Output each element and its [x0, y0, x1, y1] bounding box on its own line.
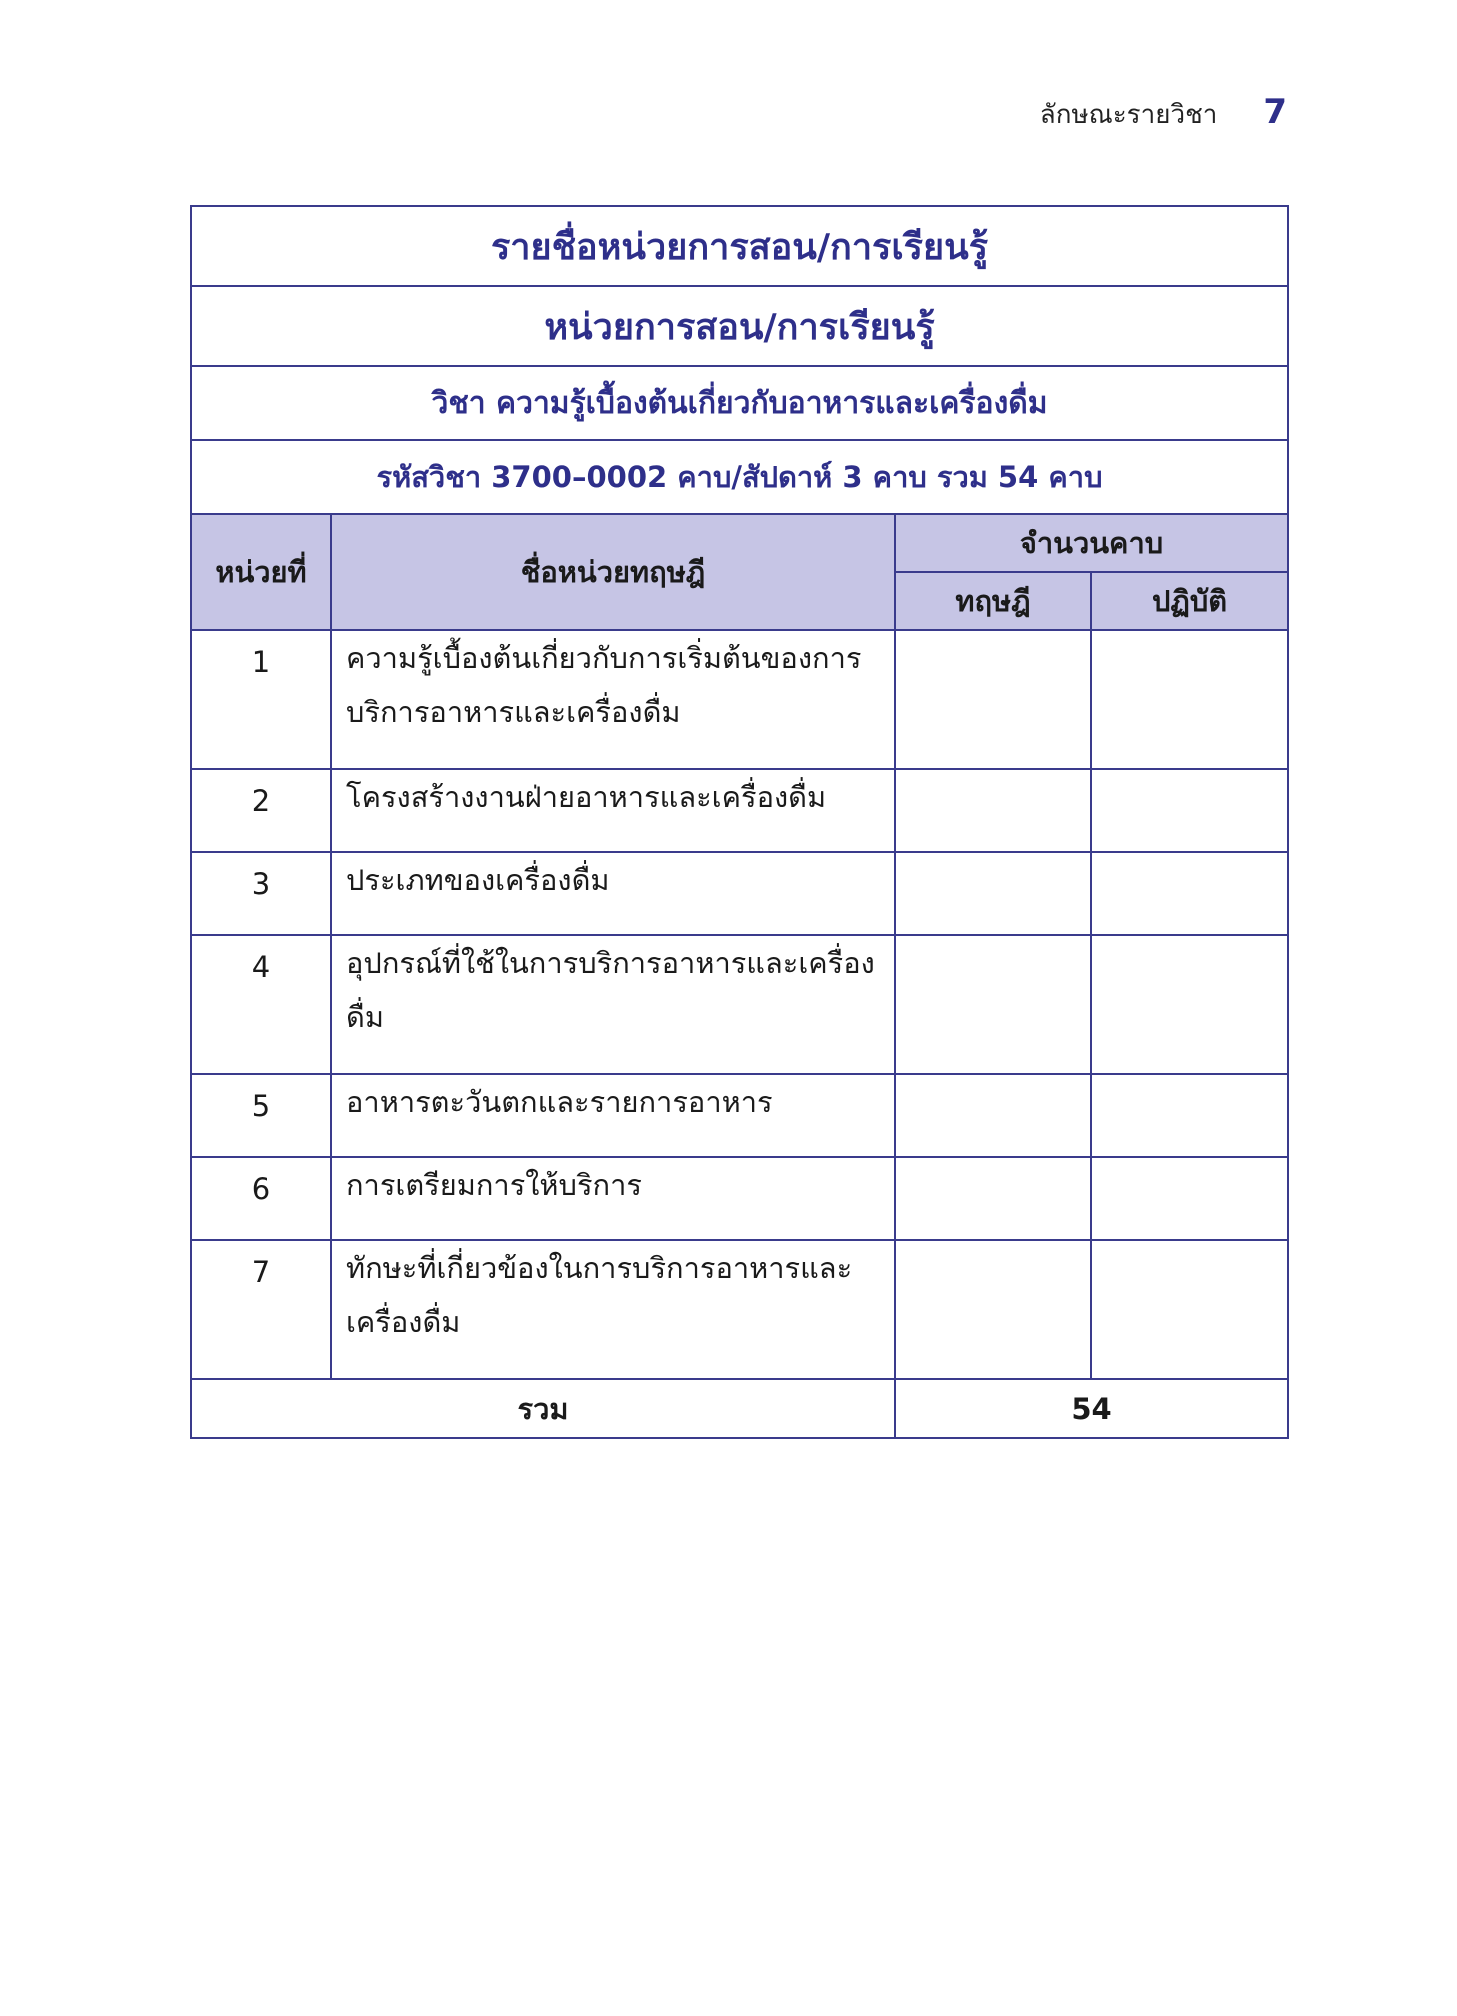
- unit-name: [331, 1157, 895, 1240]
- subject-title: วิชา ความรู้เบื้องต้นเกี่ยวกับอาหารและเครื่องดื่ม: [191, 366, 1288, 440]
- page-number: 7: [1263, 92, 1287, 132]
- column-header-practice: ปฏิบัติ: [1091, 572, 1288, 630]
- units-table: [190, 205, 1289, 1439]
- practice-periods: [1091, 852, 1288, 935]
- table-row: [191, 1074, 1288, 1157]
- unit-name: [331, 935, 895, 1074]
- unit-name: [331, 769, 895, 852]
- unit-name: [331, 852, 895, 935]
- unit-number: 7: [191, 1240, 331, 1379]
- practice-periods: [1091, 630, 1288, 769]
- table-row: [191, 852, 1288, 935]
- column-header-periods: จำนวนคาบ: [895, 514, 1288, 572]
- theory-periods: [895, 1240, 1091, 1379]
- subject-code-line: รหัสวิชา 3700–0002 คาบ/สัปดาห์ 3 คาบ รวม 54 คาบ: [191, 440, 1288, 514]
- practice-periods: [1091, 1074, 1288, 1157]
- unit-number: 2: [191, 769, 331, 852]
- table-row: [191, 769, 1288, 852]
- unit-name-text: ทักษะที่เกี่ยวข้องในการบริการอาหารและเครื่องดื่ม: [346, 1251, 853, 1339]
- unit-name: [331, 630, 895, 769]
- unit-number: 3: [191, 852, 331, 935]
- total-label: รวม: [191, 1379, 895, 1438]
- unit-name-text: ประเภทของเครื่องดื่ม: [346, 863, 610, 897]
- table-row: [191, 630, 1288, 769]
- theory-periods: [895, 935, 1091, 1074]
- theory-periods: [895, 852, 1091, 935]
- unit-name-text: โครงสร้างงานฝ่ายอาหารและเครื่องดื่ม: [346, 780, 827, 814]
- theory-periods: [895, 1157, 1091, 1240]
- practice-periods: [1091, 935, 1288, 1074]
- practice-periods: [1091, 1157, 1288, 1240]
- practice-periods: [1091, 1240, 1288, 1379]
- page-header: [1040, 92, 1287, 135]
- running-title: ลักษณะรายวิชา: [1039, 100, 1218, 130]
- unit-number: 6: [191, 1157, 331, 1240]
- practice-periods: [1091, 769, 1288, 852]
- column-header-unit-no: หน่วยที่: [191, 514, 331, 630]
- unit-name-text: ความรู้เบื้องต้นเกี่ยวกับการเริ่มต้นของการบริการอาหารและเครื่องดื่ม: [346, 641, 862, 729]
- unit-number: 1: [191, 630, 331, 769]
- theory-periods: [895, 1074, 1091, 1157]
- unit-name: [331, 1240, 895, 1379]
- table-row: [191, 1240, 1288, 1379]
- unit-name-text: การเตรียมการให้บริการ: [346, 1168, 642, 1202]
- theory-periods: [895, 630, 1091, 769]
- table-title: รายชื่อหน่วยการสอน/การเรียนรู้: [191, 206, 1288, 286]
- unit-number: 5: [191, 1074, 331, 1157]
- theory-periods: [895, 769, 1091, 852]
- table-row: [191, 935, 1288, 1074]
- total-row: [191, 1379, 1288, 1438]
- unit-name-text: อุปกรณ์ที่ใช้ในการบริการอาหารและเครื่องดื่ม: [346, 946, 875, 1034]
- table-row: [191, 1157, 1288, 1240]
- total-value: 54: [895, 1379, 1288, 1438]
- unit-number: 4: [191, 935, 331, 1074]
- column-header-theory: ทฤษฎี: [895, 572, 1091, 630]
- column-header-unit-name: ชื่อหน่วยทฤษฎี: [331, 514, 895, 630]
- unit-name: [331, 1074, 895, 1157]
- unit-name-text: อาหารตะวันตกและรายการอาหาร: [346, 1085, 773, 1119]
- table-subtitle: หน่วยการสอน/การเรียนรู้: [191, 286, 1288, 366]
